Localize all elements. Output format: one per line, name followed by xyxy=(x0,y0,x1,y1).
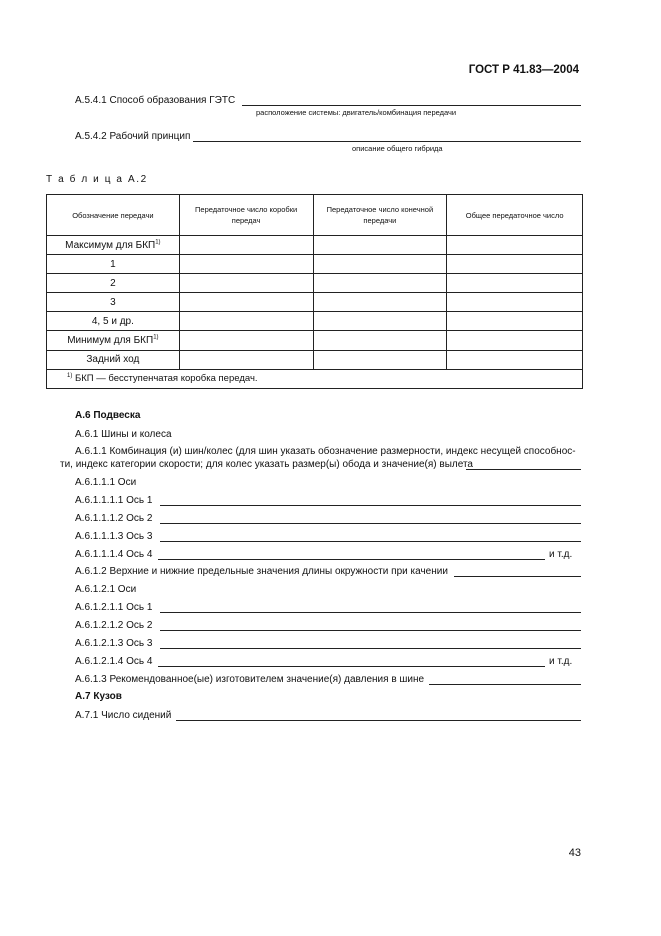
table-row xyxy=(47,331,583,350)
section-a661211: А.6.1.2.1.1 Ось 1 xyxy=(75,602,153,613)
header-cell: Обозначение передачи xyxy=(47,195,180,236)
table-row xyxy=(47,274,583,293)
table-cell[interactable] xyxy=(447,293,583,312)
field-a541-line[interactable] xyxy=(242,105,581,106)
table-cell[interactable] xyxy=(313,255,447,274)
section-a661: А.6.1 Шины и колеса xyxy=(75,429,172,440)
table-cell[interactable] xyxy=(313,293,447,312)
section-a661112: А.6.1.1.1.2 Ось 2 xyxy=(75,513,153,524)
header-cell: Общее передаточное число xyxy=(447,195,583,236)
field-a661214-line[interactable] xyxy=(158,666,545,667)
field-a661213-line[interactable] xyxy=(160,648,581,649)
table-cell[interactable] xyxy=(179,274,313,293)
table-cell[interactable] xyxy=(447,350,583,369)
field-a542-line[interactable] xyxy=(193,141,581,142)
section-a661114: А.6.1.1.1.4 Ось 4 xyxy=(75,549,153,560)
etc-label: и т.д. xyxy=(549,656,573,667)
document-code: ГОСТ Р 41.83—2004 xyxy=(468,64,579,76)
table-cell[interactable] xyxy=(179,312,313,331)
section-a661212: А.6.1.2.1.2 Ось 2 xyxy=(75,620,153,631)
table-row xyxy=(47,350,583,369)
field-a6611-line[interactable] xyxy=(466,469,581,470)
field-a661212-line[interactable] xyxy=(160,630,581,631)
table-cell[interactable] xyxy=(447,331,583,350)
field-a71-line[interactable] xyxy=(176,720,581,721)
footnote-mark: 1) xyxy=(155,239,161,246)
section-a71: А.7.1 Число сидений xyxy=(75,710,172,721)
etc-label: и т.д. xyxy=(549,549,573,560)
table-cell[interactable] xyxy=(179,255,313,274)
section-a6611-line2: ти, индекс категории скорости; для колес указать размер(ы) обода и значение(я) вылета xyxy=(60,459,473,470)
table-row xyxy=(47,255,583,274)
table-row xyxy=(47,312,583,331)
section-a66121: А.6.1.2.1 Оси xyxy=(75,584,137,595)
field-a661111-line[interactable] xyxy=(160,505,581,506)
field-a661112-line[interactable] xyxy=(160,523,581,524)
row-label: 1 xyxy=(47,255,180,274)
table-cell[interactable] xyxy=(179,293,313,312)
gear-ratio-table xyxy=(46,194,583,389)
table-cell[interactable] xyxy=(313,331,447,350)
field-a542-hint: описание общего гибрида xyxy=(352,144,443,153)
table-footnote-row xyxy=(47,369,583,388)
table-footnote: $^{1)}$ БКП — бесступенчатая коробка передач. xyxy=(47,369,583,388)
header-cell: Передаточное число коробки передач xyxy=(179,195,313,236)
footnote-mark: 1) xyxy=(153,334,159,341)
table-row xyxy=(47,293,583,312)
table-cell[interactable] xyxy=(313,236,447,255)
section-a661213: А.6.1.2.1.3 Ось 3 xyxy=(75,638,153,649)
field-a541-hint: расположение системы: двигатель/комбинация передачи xyxy=(256,108,457,117)
field-a661114-line[interactable] xyxy=(158,559,545,560)
table-cell[interactable] xyxy=(179,331,313,350)
section-a7-title: А.7 Кузов xyxy=(75,691,122,702)
table-caption: Т а б л и ц а А.2 xyxy=(46,174,148,185)
table-cell[interactable] xyxy=(447,274,583,293)
table-cell[interactable] xyxy=(313,312,447,331)
header-cell: Передаточное число конечной передачи xyxy=(313,195,447,236)
section-a6611-line1: А.6.1.1 Комбинация (и) шин/колес (для шин указать обозначение размерности, индекс несущей способнос- xyxy=(75,446,576,457)
table-cell[interactable] xyxy=(447,255,583,274)
section-a541-label: А.5.4.1 Способ образования ГЭТС xyxy=(75,95,236,106)
section-a661214: А.6.1.2.1.4 Ось 4 xyxy=(75,656,153,667)
row-label: Задний ход xyxy=(47,350,180,369)
table-header-row xyxy=(47,195,583,236)
row-label: Минимум для БКП$^{1)}$ xyxy=(47,331,180,350)
section-a542-label: А.5.4.2 Рабочий принцип xyxy=(75,131,191,142)
section-a661113: А.6.1.1.1.3 Ось 3 xyxy=(75,531,153,542)
table-cell[interactable] xyxy=(313,274,447,293)
field-a661211-line[interactable] xyxy=(160,612,581,613)
page-number: 43 xyxy=(568,847,581,859)
row-label: 4, 5 и др. xyxy=(47,312,180,331)
table-cell[interactable] xyxy=(447,236,583,255)
row-label: 2 xyxy=(47,274,180,293)
row-label: 3 xyxy=(47,293,180,312)
field-a6613-line[interactable] xyxy=(429,684,581,685)
section-a6613: А.6.1.3 Рекомендованное(ые) изготовителем значение(я) давления в шине xyxy=(75,674,425,685)
table-cell[interactable] xyxy=(313,350,447,369)
section-a6-title: А.6 Подвеска xyxy=(75,410,141,421)
field-a661113-line[interactable] xyxy=(160,541,581,542)
field-a6612-line[interactable] xyxy=(454,576,581,577)
section-a6612: А.6.1.2 Верхние и нижние предельные значения длины окружности при качении xyxy=(75,566,448,577)
table-cell[interactable] xyxy=(179,236,313,255)
table-row xyxy=(47,236,583,255)
section-a661111: А.6.1.1.1.1 Ось 1 xyxy=(75,495,153,506)
row-label: Максимум для БКП$^{1)}$ xyxy=(47,236,180,255)
section-a66111: А.6.1.1.1 Оси xyxy=(75,477,137,488)
table-cell[interactable] xyxy=(179,350,313,369)
table-cell[interactable] xyxy=(447,312,583,331)
